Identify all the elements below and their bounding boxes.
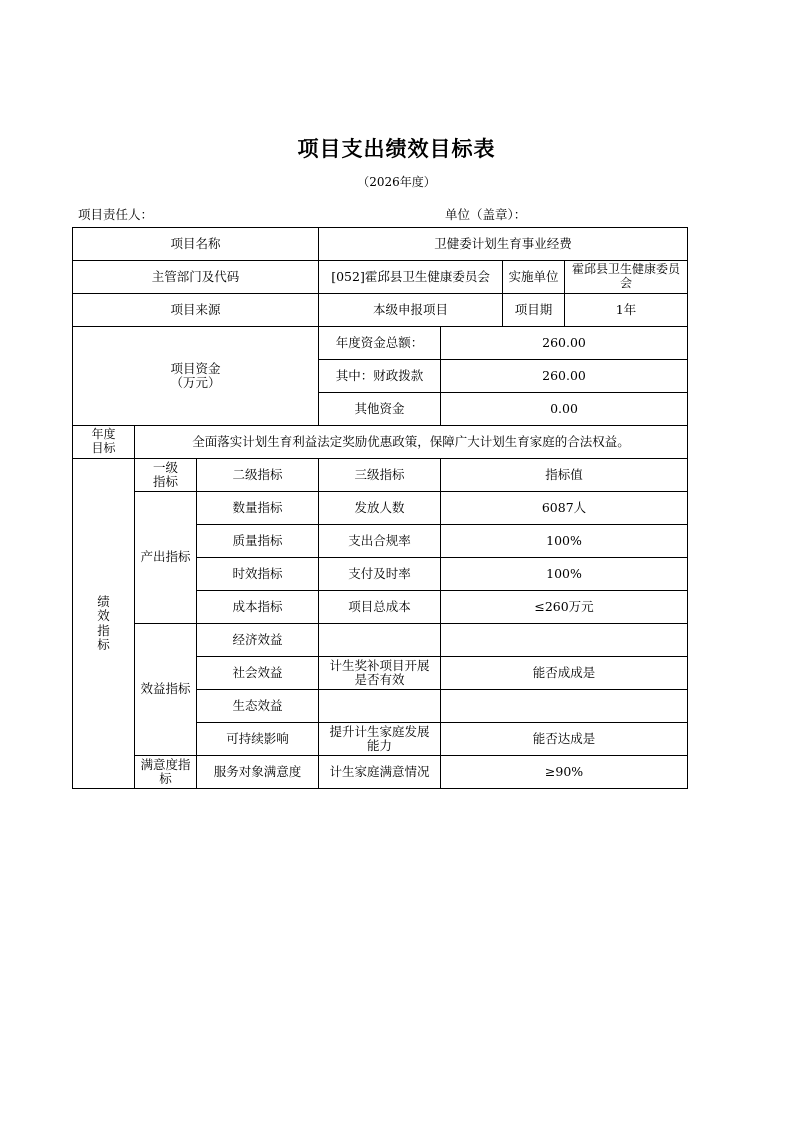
table-row bbox=[73, 294, 688, 327]
project-owner-label: 项目责任人： bbox=[78, 207, 154, 222]
other-funds-label: 其他资金 bbox=[319, 393, 441, 426]
level3-line2: 能力 bbox=[367, 738, 393, 753]
project-funds-label bbox=[73, 327, 319, 426]
indicator-value-header: 指标值 bbox=[441, 459, 688, 492]
level1-header-line1: 一级 bbox=[152, 459, 178, 475]
project-source-value: 本级申报项目 bbox=[319, 294, 503, 327]
department-label: 主管部门及代码 bbox=[73, 261, 319, 294]
indicator-value-cell: 100% bbox=[441, 558, 688, 591]
indicator-value-cell: ≤260万元 bbox=[441, 591, 688, 624]
performance-table bbox=[72, 227, 688, 789]
implementing-unit-value: 霍邱县卫生健康委员会 bbox=[565, 261, 688, 294]
performance-indicators-label bbox=[73, 459, 135, 789]
indicators-label-char: 效 bbox=[97, 608, 110, 624]
level2-header: 二级指标 bbox=[197, 459, 319, 492]
level2-cell: 经济效益 bbox=[197, 624, 319, 657]
level1-header bbox=[135, 459, 197, 492]
indicator-value-cell bbox=[441, 690, 688, 723]
fiscal-allocation-label: 其中：财政拨款 bbox=[319, 360, 441, 393]
benefit-indicators-label: 效益指标 bbox=[135, 624, 197, 756]
table-row bbox=[73, 492, 688, 525]
indicator-value-cell bbox=[441, 624, 688, 657]
indicator-value-cell: 6087人 bbox=[441, 492, 688, 525]
project-funds-label-line2: （万元） bbox=[170, 375, 221, 390]
department-value: [052]霍邱县卫生健康委员会 bbox=[319, 261, 503, 294]
level3-header: 三级指标 bbox=[319, 459, 441, 492]
table-row bbox=[73, 624, 688, 657]
level3-line1: 提升计生家庭发展 bbox=[329, 723, 430, 739]
level2-cell: 时效指标 bbox=[197, 558, 319, 591]
page-title: 项目支出绩效目标表 bbox=[297, 136, 496, 161]
other-funds-value: 0.00 bbox=[441, 393, 688, 426]
table-row bbox=[73, 327, 688, 360]
table-row bbox=[73, 228, 688, 261]
indicators-label-char: 指 bbox=[97, 622, 110, 638]
level2-cell: 成本指标 bbox=[197, 591, 319, 624]
level1-header-line2: 指标 bbox=[152, 474, 178, 489]
level3-cell bbox=[319, 723, 441, 756]
annual-goal-label-line1: 年度 bbox=[91, 427, 116, 442]
level3-cell: 支出合规率 bbox=[319, 525, 441, 558]
project-name-value: 卫健委计划生育事业经费 bbox=[319, 228, 688, 261]
project-source-label: 项目来源 bbox=[73, 294, 319, 327]
indicator-value-cell: 能否达成是 bbox=[441, 723, 688, 756]
satisfaction-label-line1: 满意度指 bbox=[140, 756, 191, 772]
implementing-unit-label: 实施单位 bbox=[503, 261, 565, 294]
level2-cell: 数量指标 bbox=[197, 492, 319, 525]
unit-seal-label: 单位（盖章）： bbox=[445, 207, 527, 222]
level2-cell: 生态效益 bbox=[197, 690, 319, 723]
annual-total-value: 260.00 bbox=[441, 327, 688, 360]
indicator-value-cell: 能否成成是 bbox=[441, 657, 688, 690]
fiscal-allocation-value: 260.00 bbox=[441, 360, 688, 393]
annual-goal-label bbox=[73, 426, 135, 459]
indicators-label-char: 绩 bbox=[97, 593, 110, 609]
level3-cell bbox=[319, 624, 441, 657]
level3-line1: 计生奖补项目开展 bbox=[329, 657, 430, 673]
indicators-label-char: 标 bbox=[97, 636, 110, 652]
level3-cell: 发放人数 bbox=[319, 492, 441, 525]
annual-goal-label-line2: 目标 bbox=[91, 441, 116, 455]
output-indicators-label: 产出指标 bbox=[135, 492, 197, 624]
level3-cell bbox=[319, 657, 441, 690]
indicator-value-cell: 100% bbox=[441, 525, 688, 558]
level2-cell: 服务对象满意度 bbox=[197, 756, 319, 789]
project-funds-label-line1: 项目资金 bbox=[170, 360, 221, 376]
project-name-label: 项目名称 bbox=[73, 228, 319, 261]
project-period-value: 1年 bbox=[565, 294, 688, 327]
project-period-label: 项目期 bbox=[503, 294, 565, 327]
table-row bbox=[73, 459, 688, 492]
indicator-value-cell: ≥90% bbox=[441, 756, 688, 789]
level3-cell: 计生家庭满意情况 bbox=[319, 756, 441, 789]
year-subtitle: （2026年度） bbox=[357, 175, 436, 189]
level3-cell: 支付及时率 bbox=[319, 558, 441, 591]
level3-line2: 是否有效 bbox=[354, 672, 405, 687]
level2-cell: 社会效益 bbox=[197, 657, 319, 690]
annual-total-label: 年度资金总额： bbox=[319, 327, 441, 360]
level3-cell bbox=[319, 690, 441, 723]
table-row bbox=[73, 261, 688, 294]
level3-cell: 项目总成本 bbox=[319, 591, 441, 624]
level2-cell: 质量指标 bbox=[197, 525, 319, 558]
annual-goal-value: 全面落实计划生育利益法定奖励优惠政策，保障广大计划生育家庭的合法权益。 bbox=[135, 426, 688, 459]
satisfaction-label-line2: 标 bbox=[159, 771, 172, 786]
satisfaction-indicators-label bbox=[135, 756, 197, 789]
level2-cell: 可持续影响 bbox=[197, 723, 319, 756]
table-row bbox=[73, 756, 688, 789]
table-row bbox=[73, 426, 688, 459]
